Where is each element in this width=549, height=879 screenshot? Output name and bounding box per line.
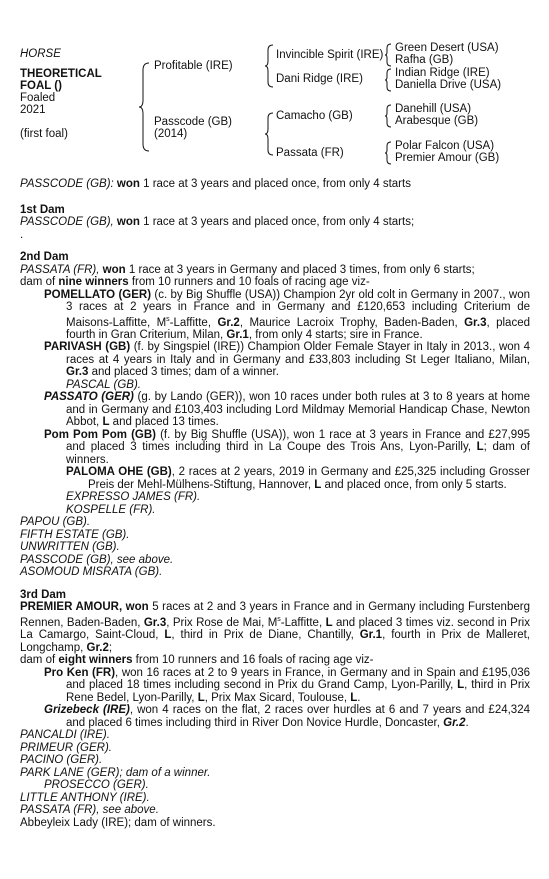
catalogue-body bbox=[20, 178, 530, 829]
pro-ken-name: Pro Ken (FR) bbox=[44, 666, 116, 679]
ss-brace bbox=[384, 43, 392, 67]
sire-name: Profitable (IRE) bbox=[154, 60, 233, 72]
third-dam-grade1: Gr.3 bbox=[143, 616, 167, 629]
third-dam-won: won bbox=[122, 601, 149, 614]
produce-asomoud: ASOMOUD MISRATA (GB). bbox=[20, 566, 163, 579]
summary-line bbox=[20, 178, 530, 191]
passato-listed: L bbox=[102, 416, 110, 429]
grizebeck-text: , won 4 races on the flat, 2 races over hurdles at 6 and 7 years and £24,324 and placed 6 times including third in River Don Novice Hurdle, Doncaster, bbox=[66, 704, 530, 729]
pomellato-text3: , Maurice Lacroix Trophy, Baden-Baden, bbox=[239, 316, 465, 329]
produce-pancaldi: PANCALDI (IRE). bbox=[20, 729, 110, 742]
second-dam-intro bbox=[20, 264, 530, 277]
third-dam-grade2: Gr.1 bbox=[359, 629, 383, 642]
sire-brace bbox=[264, 44, 274, 88]
parivash-grade: Gr.3 bbox=[66, 366, 89, 379]
pomellato-grade3: Gr.1 bbox=[226, 328, 249, 341]
produce-pascal: PASCAL (GB). bbox=[66, 378, 141, 391]
produce-pro-ken bbox=[44, 667, 530, 705]
third-dam-text: 5 races at 2 and 3 years in France and in Germany including Furstenberg Rennen, Baden-Baden, bbox=[20, 601, 530, 629]
produce-papou: PAPOU (GB). bbox=[20, 516, 91, 529]
third-dam-name: PREMIER AMOUR, bbox=[20, 601, 123, 614]
horse-label: HORSE bbox=[20, 48, 61, 60]
third-dam-intro bbox=[20, 601, 530, 654]
produce-passcode: PASSCODE (GB), see above. bbox=[20, 553, 174, 566]
passato-text: (g. by Lando (GER)), won 10 races under both rules at 3 to 8 years at home and in Germany and £103,403 including Lord Mildmay Memorial Handicap Chase, Newton Abbot, bbox=[66, 391, 530, 429]
pompom-text: (f. by Big Shuffle (USA)), won 1 race at 3 years in France and £27,995 and placed 3 times including third in La Coupe des Trois Ans, Lyon-Parilly, bbox=[66, 428, 530, 454]
produce-primeur: PRIMEUR (GER). bbox=[20, 741, 112, 754]
summary-won: won bbox=[116, 178, 140, 190]
foal-name-line2: FOAL () bbox=[20, 80, 62, 92]
third-dam-text4: and placed 3 times viz. second in Prix La Camargo, Saint-Cloud, bbox=[20, 616, 530, 642]
dam-of-count: nine winners bbox=[58, 276, 129, 288]
ddd-name: Premier Amour (GB) bbox=[395, 152, 500, 164]
third-dam-dam-of bbox=[20, 654, 530, 667]
paloma-text: , 2 races at 2 years, 2019 in Germany and £25,325 including Grosser Preis der Mehl-Mülhens-Stiftung, Hannover, bbox=[88, 466, 530, 491]
third-dam-listed1: L bbox=[325, 616, 333, 629]
produce-pomellato bbox=[44, 289, 530, 342]
generation1-brace bbox=[138, 62, 150, 152]
grizebeck-grade: Gr.2 bbox=[443, 716, 466, 729]
sss-name: Green Desert (USA) bbox=[395, 42, 499, 54]
produce-paloma bbox=[66, 466, 530, 491]
produce-kospelle: KOSPELLE (FR). bbox=[66, 503, 156, 516]
produce-fifth-estate: FIFTH ESTATE (GB). bbox=[20, 528, 130, 541]
second-dam-dam-of bbox=[20, 276, 530, 289]
pro-ken-listed1: L bbox=[457, 679, 465, 692]
sds-name: Indian Ridge (IRE) bbox=[395, 67, 490, 79]
first-dam-won: won bbox=[116, 216, 140, 228]
pomellato-text: (c. by Big Shuffle (USA)) Champion 2yr old colt in Germany in 2007., won 3 races at 2 years in France and in Germany and £120,653 including Criterium de Maisons-Laffitte, M bbox=[66, 288, 531, 329]
pomellato-grade2: Gr.3 bbox=[464, 316, 487, 329]
dam-of-post-3: from 10 runners and 16 foals of racing age viz- bbox=[132, 654, 374, 667]
dam-brace bbox=[264, 112, 274, 156]
pomellato-name: POMELLATO (GER) bbox=[44, 288, 152, 301]
sire-dam: Dani Ridge (IRE) bbox=[276, 73, 363, 85]
produce-little-anthony: LITTLE ANTHONY (IRE). bbox=[20, 791, 150, 804]
produce-park-lane: PARK LANE (GER); dam of a winner. bbox=[20, 766, 211, 779]
pro-ken-listed2: L bbox=[197, 691, 205, 704]
produce-abbeyleix: Abbeyleix Lady (IRE); dam of winners. bbox=[20, 816, 216, 829]
dam-dam: Passata (FR) bbox=[276, 147, 344, 159]
grizebeck-text2: . bbox=[465, 716, 469, 729]
parivash-text2: and placed 3 times; dam of a winner. bbox=[88, 366, 279, 379]
sd-brace bbox=[384, 68, 392, 92]
dam-of-pre-3: dam of bbox=[20, 654, 59, 667]
dam-sire: Camacho (GB) bbox=[276, 110, 353, 122]
pro-ken-text3: , Prix Max Sicard, Toulouse, bbox=[204, 691, 351, 704]
dam-of-pre: dam of bbox=[20, 276, 59, 288]
pompom-text2: ; dam of winners. bbox=[66, 441, 530, 466]
ssd-name: Rafha (GB) bbox=[395, 54, 454, 66]
ds-brace bbox=[384, 104, 392, 128]
third-dam-text3: -Laffitte, bbox=[280, 616, 326, 629]
parivash-name: PARIVASH (GB) bbox=[44, 341, 131, 354]
third-dam-heading: 3rd Dam bbox=[20, 588, 67, 601]
pomellato-text4: , placed fourth in Gran Criterium, Milan, bbox=[66, 316, 530, 341]
produce-passato bbox=[44, 391, 530, 429]
passato-name: PASSATO (GER) bbox=[44, 391, 134, 404]
foal-name-line1: THEORETICAL bbox=[20, 68, 102, 80]
foaled-label: Foaled bbox=[20, 92, 56, 104]
paloma-name: PALOMA OHE (GB) bbox=[66, 466, 172, 479]
produce-expresso: EXPRESSO JAMES (FR). bbox=[66, 491, 201, 504]
summary-horse-name: PASSCODE (GB): bbox=[20, 178, 114, 190]
produce-prosecco: PROSECCO (GER). bbox=[44, 779, 149, 792]
pomellato-text2: -Laffitte, bbox=[169, 316, 218, 329]
grizebeck-name: Grizebeck (IRE) bbox=[44, 704, 130, 717]
produce-unwritten: UNWRITTEN (GB). bbox=[20, 541, 120, 554]
first-dam-name: PASSCODE (GB), bbox=[20, 216, 114, 228]
pomellato-sup: s bbox=[166, 315, 170, 323]
produce-pompompom bbox=[44, 429, 530, 467]
first-dam-dot: . bbox=[20, 228, 24, 241]
paloma-text2: and placed once, from only 5 starts. bbox=[321, 478, 507, 491]
pro-ken-text4: . bbox=[357, 691, 361, 704]
produce-pacino: PACINO (GER). bbox=[20, 754, 103, 767]
second-dam-name: PASSATA (FR), bbox=[20, 263, 100, 276]
dam-year: (2014) bbox=[154, 128, 188, 140]
parivash-text: (f. by Singspiel (IRE)) Champion Older Female Stayer in Italy in 2013., won 4 races at 4 years in Italy and in Germany and £33,803 including St Leger Italiano, Milan, bbox=[66, 341, 530, 366]
dds-name: Polar Falcon (USA) bbox=[395, 140, 495, 152]
second-dam-intro-text: 1 race at 3 years in Germany and placed 3 times, from only 6 starts; bbox=[125, 263, 475, 276]
third-dam-grade3: Gr.2 bbox=[86, 641, 109, 654]
third-dam-text2: , Prix Rose de Mai, M bbox=[166, 616, 278, 629]
first-dam-text: 1 race at 3 years and placed once, from only 4 starts; bbox=[139, 216, 415, 228]
dd-brace bbox=[384, 141, 392, 165]
third-dam-sup: s bbox=[277, 615, 281, 623]
dsd-name: Arabesque (GB) bbox=[395, 115, 479, 127]
summary-text: 1 race at 3 years and placed once, from only 4 starts bbox=[139, 178, 411, 190]
sdd-name: Daniella Drive (USA) bbox=[395, 79, 502, 91]
foaled-year: 2021 bbox=[20, 104, 46, 116]
dam-of-post: from 10 runners and 10 foals of racing age viz- bbox=[128, 276, 370, 288]
third-dam-listed2: L bbox=[164, 629, 172, 642]
passato-text2: and placed 13 times. bbox=[109, 416, 219, 429]
sire-sire: Invincible Spirit (IRE) bbox=[276, 49, 384, 61]
produce-passata: PASSATA (FR), see above. bbox=[20, 804, 159, 817]
third-dam-text6: , fourth in Prix de Malleret, Longchamp, bbox=[20, 629, 530, 654]
pro-ken-text: , won 16 races at 2 to 9 years in France, in Germany and in Spain and £195,036 and placed 18 times including second in Prix du Grand Camp, Lyon-Parilly, bbox=[66, 666, 531, 692]
first-dam-heading: 1st Dam bbox=[20, 203, 65, 216]
first-dam-line bbox=[20, 216, 530, 229]
produce-parivash bbox=[44, 341, 530, 379]
third-dam-text7: ; bbox=[108, 641, 113, 654]
dam-name: Passcode (GB) bbox=[154, 116, 232, 128]
dss-name: Danehill (USA) bbox=[395, 103, 472, 115]
produce-grizebeck bbox=[44, 704, 530, 729]
second-dam-won: won bbox=[102, 263, 126, 276]
pomellato-text5: , from only 4 starts; sire in France. bbox=[248, 328, 423, 341]
paloma-listed: L bbox=[314, 478, 322, 491]
pro-ken-listed3: L bbox=[350, 691, 358, 704]
dam-of-count-3: eight winners bbox=[58, 654, 133, 667]
pro-ken-text2: , third in Prix Rene Bedel, Lyon-Parilly, bbox=[66, 679, 530, 704]
pomellato-grade1: Gr.2 bbox=[217, 316, 240, 329]
pompom-listed: L bbox=[476, 441, 484, 454]
second-dam-heading: 2nd Dam bbox=[20, 251, 69, 263]
first-foal-note: (first foal) bbox=[20, 128, 68, 140]
pompom-name: Pom Pom Pom (GB) bbox=[44, 428, 156, 441]
third-dam-text5: , third in Prix de Diane, Chantilly, bbox=[171, 629, 360, 642]
